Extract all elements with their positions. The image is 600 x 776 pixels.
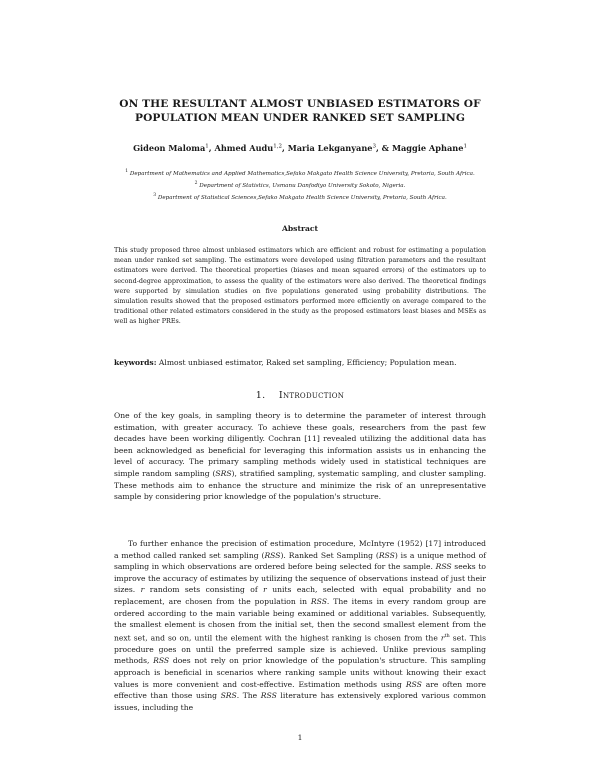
affiliation-line [60, 179, 540, 191]
section-heading [60, 390, 540, 401]
page-number: 1 [297, 733, 303, 742]
author-name: Maggie Aphane [391, 143, 464, 153]
abbrev-rss: RSS [153, 656, 170, 666]
variable-r: r [440, 633, 445, 643]
affiliation-text: Department of Statistics, Usmanu Danfodiyo University Sokoto, Nigeria. [199, 182, 406, 189]
keywords-label: keywords: [114, 358, 157, 367]
abbrev-rss: RSS [310, 596, 327, 606]
affiliation-line [60, 167, 540, 179]
variable-r: r [140, 585, 145, 595]
author-separator: , & [375, 143, 392, 153]
author-affil-sup: 1,2 [273, 143, 282, 150]
abbrev-rss: RSS [378, 550, 395, 560]
text-run: are often more effective than those using [114, 679, 486, 701]
author-separator: , [281, 143, 288, 153]
text-run: ). Ranked Set Sampling ( [280, 550, 379, 560]
affiliation-line [60, 191, 540, 203]
paper-title [60, 97, 540, 125]
text-run: . The items in every random group are ordered according to the main variable being examined or additional variables. Subsequently, the smallest element is chosen from the initial set, then the second smallest element from the next set, and so on, until the element with the highest ranking is chosen from the [114, 596, 486, 643]
variable-r: r [263, 585, 267, 595]
text-run: random sets consisting of [144, 585, 264, 595]
text-run: units each, selected with equal probability and no replacement, are chosen from the population in [114, 585, 486, 606]
abbrev-rss: RSS [260, 691, 277, 701]
intro-paragraph-2 [114, 538, 486, 713]
text-run: set. This procedure goes on until the preferred sample size is achieved. Unlike previous sampling methods, [114, 633, 486, 666]
author-affil-sup: 1 [205, 143, 209, 150]
text-run: ) is a unique method of sampling in which observations are ordered before being selected for the sample. [114, 550, 487, 572]
section-title: Introduction [278, 390, 345, 401]
intro-paragraph-1 [114, 410, 486, 503]
text-run: seeks to improve the accuracy of estimates by utilizing the sequence of observations instead of just their sizes. [114, 562, 486, 595]
affiliation-sup: 1 [125, 169, 129, 174]
affiliation-text: Department of Mathematics and Applied Mathematics,Sefako Makgato Health Science University, Pretoria, South Africa. [129, 170, 475, 177]
title-line-1: ON THE RESULTANT ALMOST UNBIASED ESTIMATORS OF [119, 98, 481, 110]
abbrev-srs: SRS [220, 691, 237, 701]
text-run: ), stratified sampling, systematic sampling, and cluster sampling. These methods aim to enhance the structure and minimize the risk of an unrepresentative sample by considering prior knowledge of the population's structure. [114, 468, 486, 502]
author-list [60, 143, 540, 153]
abbrev-srs: SRS [215, 468, 232, 478]
affiliations [60, 167, 540, 203]
keywords-line [114, 358, 534, 367]
abstract-text: This study proposed three almost unbiased estimators which are efficient and robust for estimating a population mean under ranked set sampling. The estimators were developed using filtration parameters and the resultant estimators were derived. The theoretical properties (biases and mean squared errors) of the estimators up to second-degree approximation, to assess the quality of the estimators were also derived. The theoretical findings were supported by simulation studies on five populations generated using probability distributions. The simulation results showed that the proposed estimators performed more efficiently on average compared to the traditional other related estimators considered in the study as the proposed estimators least biases and MSEs as well as higher PREs. [114, 246, 486, 326]
affiliation-sup: 2 [194, 180, 198, 186]
author-separator: , [208, 143, 215, 153]
text-run: . The [236, 691, 261, 701]
abbrev-rss: RSS [405, 679, 422, 689]
author-name: Gideon Maloma [133, 143, 206, 153]
author-name: Maria Lekganyane [287, 143, 373, 153]
text-run: literature has extensively explored various common issues, including the [114, 691, 486, 712]
abbrev-rss: RSS [264, 550, 281, 560]
text-run: To further enhance the precision of estimation procedure, McIntyre (1952) [17] introduced a method called ranked set sampling ( [114, 539, 486, 560]
author-affil-sup: 1 [463, 143, 467, 150]
keywords-text: Almost unbiased estimator, Raked set sampling, Efficiency; Population mean. [158, 358, 457, 367]
text-run: One of the key goals, in sampling theory is to determine the parameter of interest through estimation, with greater accuracy. To achieve these goals, researchers from the past few decades have been working diligently. Cochran [11] revealed utilizing the additional data has been acknowledged as beneficial for leveraging this information assists us in enhancing the level of accuracy. The primary sampling methods widely used in statistical techniques are simple random sampling ( [114, 411, 486, 478]
section-number: 1. [255, 390, 266, 401]
text-run: does not rely on prior knowledge of the population's structure. This sampling approach is beneficial in scenarios where ranking sample units without knowing their exact values is more convenient and cost-effective. Estimation methods using [114, 656, 486, 689]
title-line-2: POPULATION MEAN UNDER RANKED SET SAMPLING [135, 112, 465, 124]
abbrev-rss: RSS [435, 562, 452, 572]
author-affil-sup: 3 [372, 143, 376, 150]
superscript-th: th [444, 632, 450, 639]
abstract-heading: Abstract [281, 224, 319, 233]
affiliation-text: Department of Statistical Sciences,Sefako Makgato Health Science University, Pretoria, South Africa. [157, 194, 447, 201]
author-name: Ahmed Audu [214, 143, 274, 153]
affiliation-sup: 3 [153, 192, 157, 198]
